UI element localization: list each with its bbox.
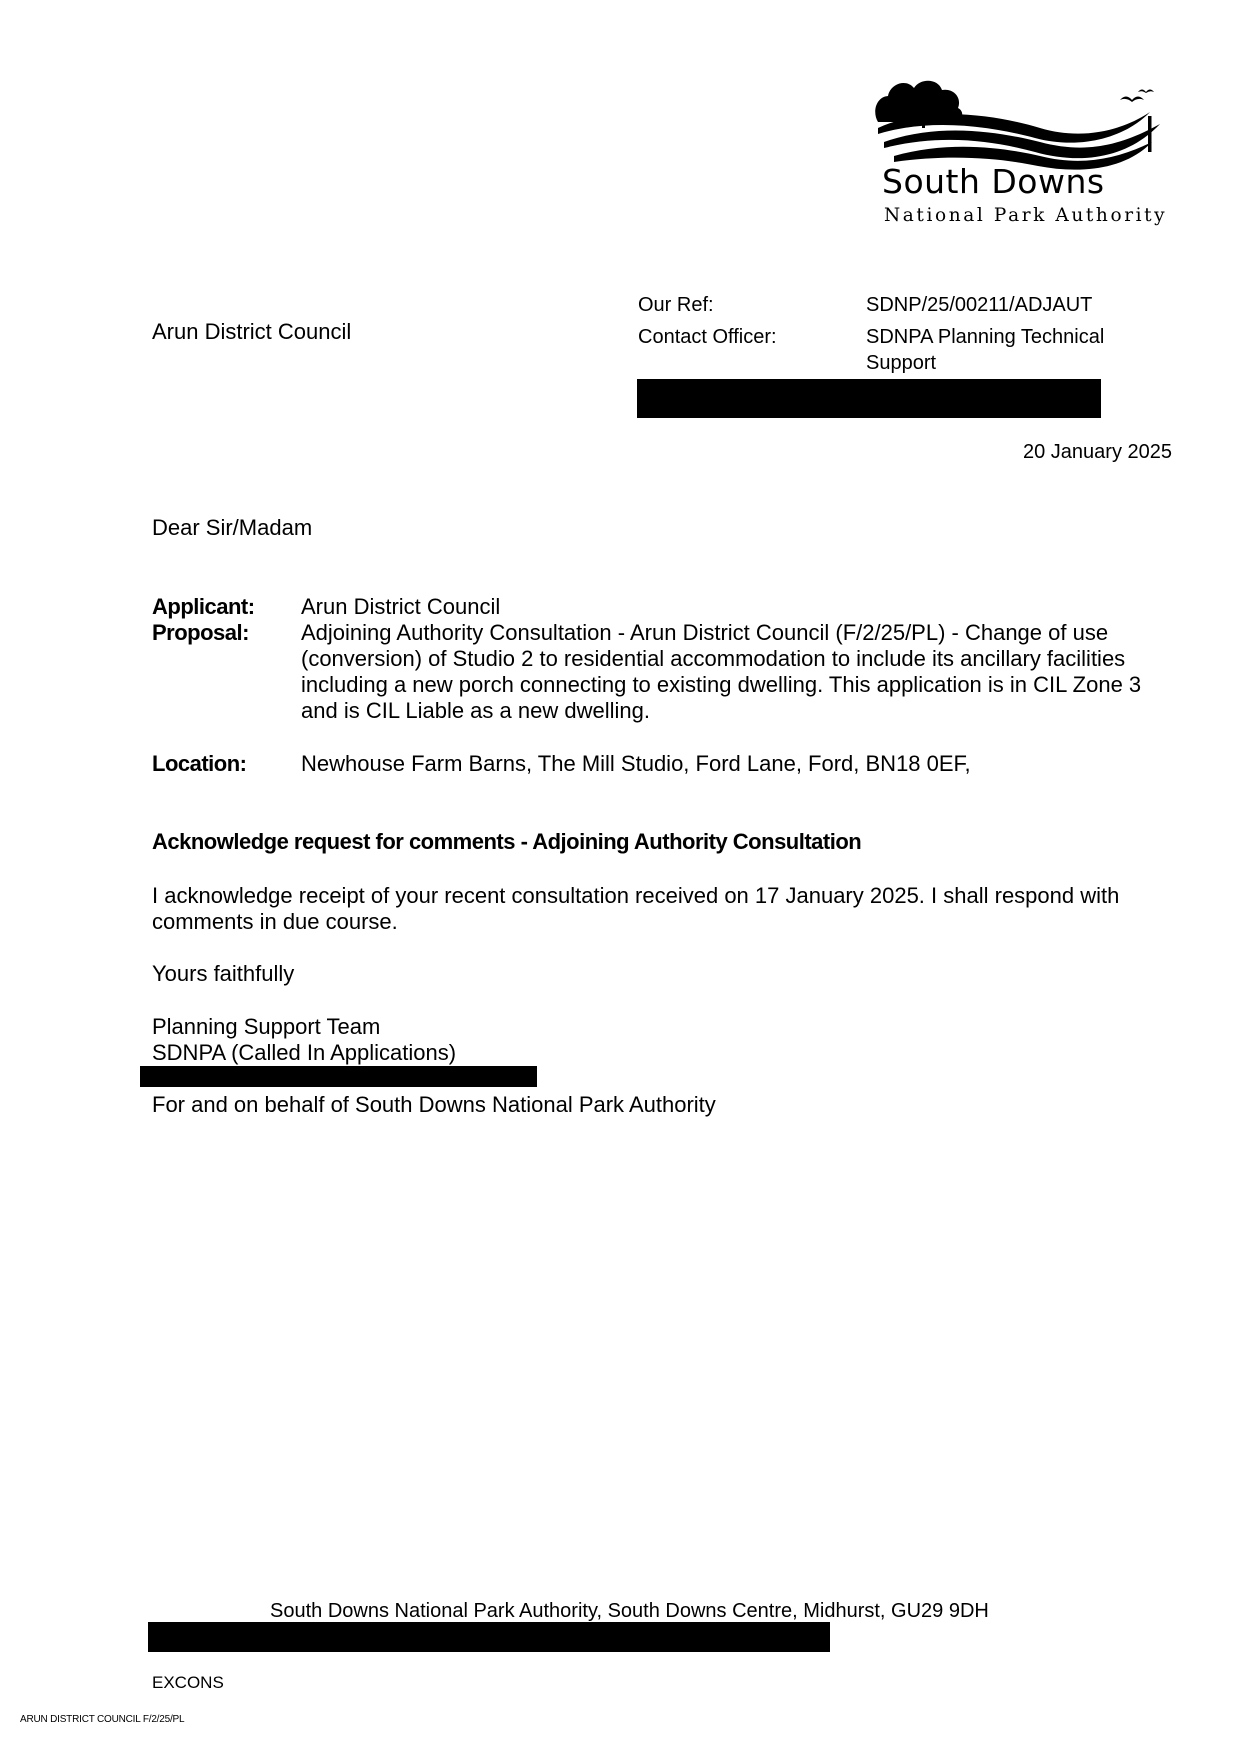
applicant-value: Arun District Council	[301, 594, 501, 619]
signature-team: Planning Support Team	[152, 1014, 381, 1039]
applicant-label: Applicant:	[152, 594, 255, 619]
tree-landscape-icon	[870, 72, 1170, 172]
closing: Yours faithfully	[152, 961, 295, 986]
location-value: Newhouse Farm Barns, The Mill Studio, Ford Lane, Ford, BN18 0EF,	[301, 751, 971, 776]
proposal-value: Adjoining Authority Consultation - Arun District Council (F/2/25/PL) - Change of use (conversion) of Studio 2 to residential accommodation to include its ancillary facilities including a new porch connecting to existing dwelling. This application is in CIL Zone 3 and is CIL Liable as a new dwelling.	[301, 620, 1142, 723]
redaction-bar	[140, 1066, 537, 1087]
letter-date: 20 January 2025	[1022, 441, 1172, 463]
footer-code: EXCONS	[152, 1673, 224, 1692]
proposal-label: Proposal:	[152, 620, 249, 645]
location-label: Location:	[152, 751, 247, 776]
logo-subtitle: National Park Authority	[884, 205, 1168, 226]
redaction-bar	[148, 1622, 830, 1652]
redaction-bar	[637, 379, 1101, 418]
letter-body: I acknowledge receipt of your recent consultation received on 17 January 2025. I shall respond with comments in due course.	[152, 883, 1120, 934]
logo-title: South Downs	[882, 162, 1105, 201]
signature-unit: SDNPA (Called In Applications)	[152, 1040, 457, 1065]
contact-officer-value: SDNPA Planning Technical Support	[866, 326, 1105, 374]
letter-heading: Acknowledge request for comments - Adjoining Authority Consultation	[152, 829, 862, 854]
our-ref-value: SDNP/25/00211/ADJAUT	[866, 294, 1093, 316]
signature-behalf: For and on behalf of South Downs National Park Authority	[152, 1092, 716, 1117]
our-ref-label: Our Ref:	[638, 294, 714, 316]
footer-reference: ARUN DISTRICT COUNCIL F/2/25/PL	[20, 1714, 185, 1725]
recipient: Arun District Council	[152, 319, 352, 344]
contact-officer-label: Contact Officer:	[638, 326, 777, 348]
salutation: Dear Sir/Madam	[152, 515, 313, 540]
south-downs-logo	[870, 72, 1170, 232]
footer-address: South Downs National Park Authority, South Downs Centre, Midhurst, GU29 9DH	[270, 1600, 989, 1622]
